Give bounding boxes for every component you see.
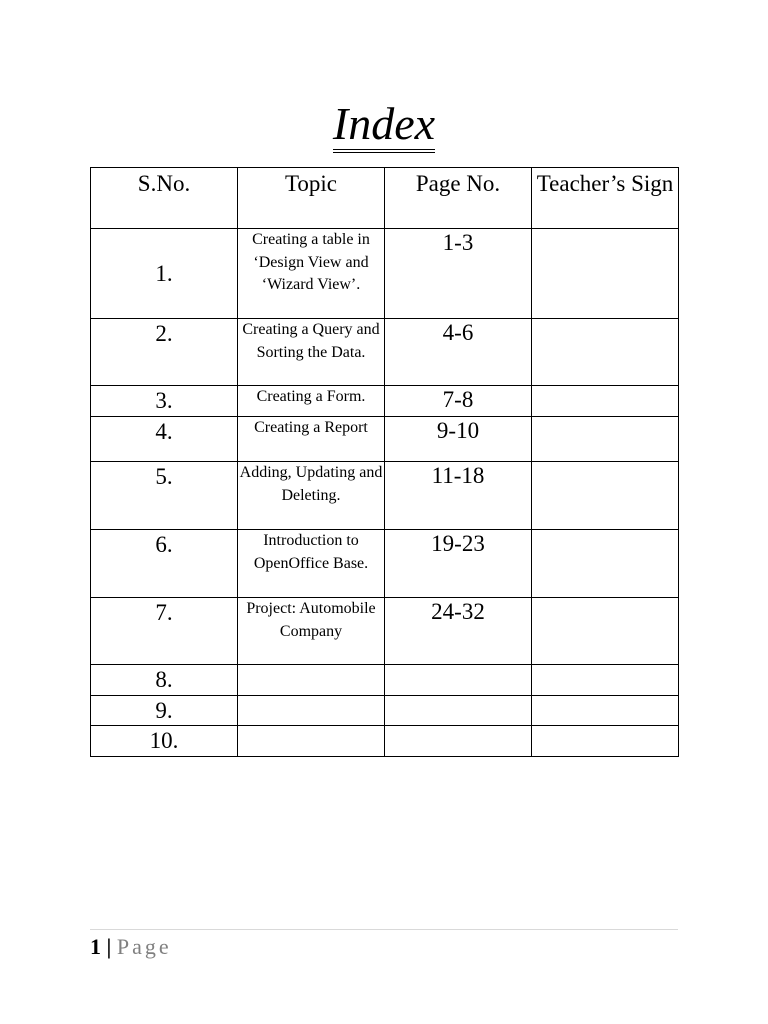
header-teacher-sign: Teacher’s Sign bbox=[532, 168, 679, 229]
row-teacher-sign bbox=[532, 696, 679, 726]
row-page-no: 9-10 bbox=[385, 417, 532, 462]
row-teacher-sign bbox=[532, 417, 679, 462]
footer-divider bbox=[90, 929, 678, 930]
row-sno: 5. bbox=[91, 462, 238, 530]
row-topic bbox=[238, 726, 385, 757]
table-row bbox=[91, 530, 679, 598]
row-sno: 4. bbox=[91, 417, 238, 462]
row-teacher-sign bbox=[532, 386, 679, 417]
row-topic bbox=[238, 665, 385, 696]
table-row bbox=[91, 229, 679, 319]
row-topic: Introduction to OpenOffice Base. bbox=[238, 530, 385, 598]
row-page-no bbox=[385, 696, 532, 726]
row-sno: 9. bbox=[91, 696, 238, 726]
row-page-no: 11-18 bbox=[385, 462, 532, 530]
row-teacher-sign bbox=[532, 229, 679, 319]
footer-separator: | bbox=[106, 934, 112, 959]
table-row bbox=[91, 598, 679, 665]
row-sno: 3. bbox=[91, 386, 238, 417]
row-teacher-sign bbox=[532, 598, 679, 665]
row-topic: Project: Automobile Company bbox=[238, 598, 385, 665]
row-page-no: 7-8 bbox=[385, 386, 532, 417]
page-title bbox=[0, 96, 768, 153]
row-page-no bbox=[385, 726, 532, 757]
table-row bbox=[91, 726, 679, 757]
header-row bbox=[91, 168, 679, 229]
header-topic: Topic bbox=[238, 168, 385, 229]
page-number: 1 bbox=[90, 934, 101, 959]
row-topic bbox=[238, 696, 385, 726]
row-page-no: 1-3 bbox=[385, 229, 532, 319]
row-page-no: 19-23 bbox=[385, 530, 532, 598]
row-sno: 8. bbox=[91, 665, 238, 696]
row-sno: 7. bbox=[91, 598, 238, 665]
table-row bbox=[91, 696, 679, 726]
row-topic: Creating a Report bbox=[238, 417, 385, 462]
row-teacher-sign bbox=[532, 726, 679, 757]
row-topic: Creating a Query and Sorting the Data. bbox=[238, 319, 385, 386]
header-sno: S.No. bbox=[91, 168, 238, 229]
index-table bbox=[90, 167, 679, 757]
table-row bbox=[91, 319, 679, 386]
table-row bbox=[91, 462, 679, 530]
table-row bbox=[91, 665, 679, 696]
row-page-no: 4-6 bbox=[385, 319, 532, 386]
row-sno: 2. bbox=[91, 319, 238, 386]
row-topic: Adding, Updating and Deleting. bbox=[238, 462, 385, 530]
row-topic: Creating a table in ‘Design View and ‘Wizard View’. bbox=[238, 229, 385, 319]
header-page-no: Page No. bbox=[385, 168, 532, 229]
row-teacher-sign bbox=[532, 462, 679, 530]
row-sno: 10. bbox=[91, 726, 238, 757]
table-row bbox=[91, 417, 679, 462]
page-footer bbox=[90, 933, 172, 961]
page-word: Page bbox=[116, 934, 172, 959]
table-row bbox=[91, 386, 679, 417]
row-topic: Creating a Form. bbox=[238, 386, 385, 417]
row-teacher-sign bbox=[532, 530, 679, 598]
page-title-text: Index bbox=[333, 99, 435, 153]
row-page-no: 24-32 bbox=[385, 598, 532, 665]
row-sno: 6. bbox=[91, 530, 238, 598]
row-sno: 1. bbox=[91, 229, 238, 319]
row-teacher-sign bbox=[532, 665, 679, 696]
row-teacher-sign bbox=[532, 319, 679, 386]
row-page-no bbox=[385, 665, 532, 696]
